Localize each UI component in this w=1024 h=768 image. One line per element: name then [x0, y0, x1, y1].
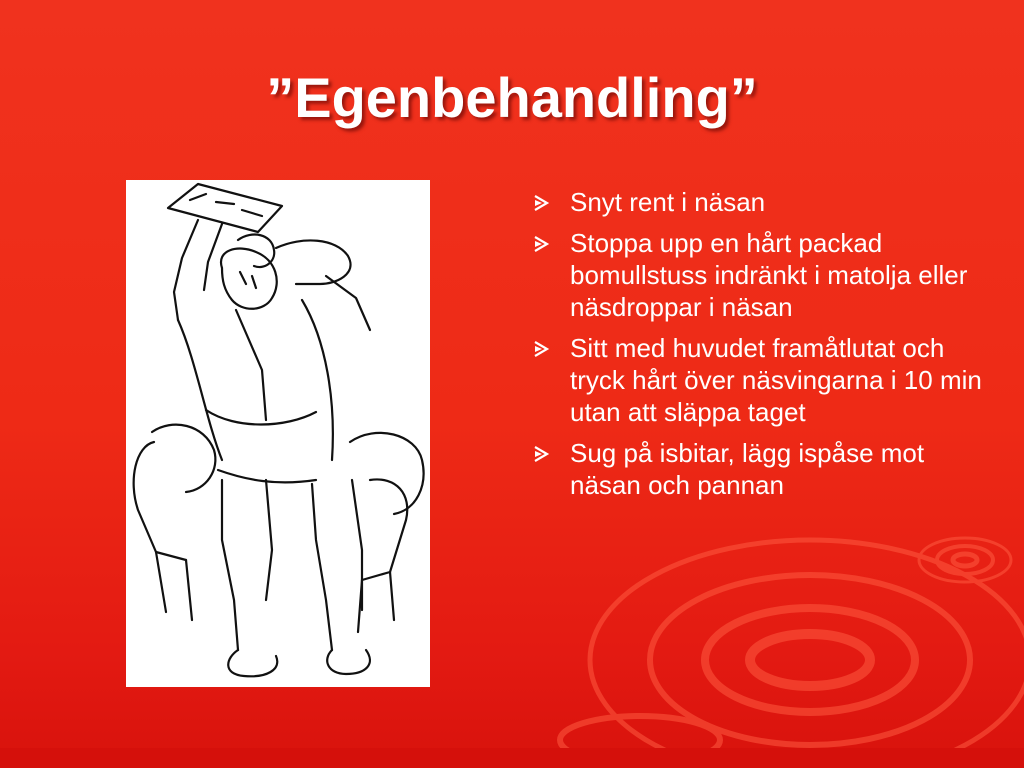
bullet-text: Stoppa upp en hårt packad bomullstuss indränkt i matolja eller näsdroppar i näsan: [570, 228, 968, 322]
bullet-item: [532, 437, 982, 501]
bullet-item: [532, 332, 982, 428]
arrowhead-bullet-icon: [532, 445, 550, 463]
arrowhead-bullet-icon: [532, 194, 550, 212]
bullet-item: [532, 186, 982, 218]
arrowhead-bullet-icon: [532, 235, 550, 253]
bullet-list: [532, 186, 982, 510]
slide-title: ”Egenbehandling”: [266, 66, 758, 129]
bullet-item: [532, 227, 982, 323]
bullet-text: Snyt rent i näsan: [570, 187, 766, 217]
person-in-armchair-icon: [126, 180, 430, 687]
person-in-armchair-illustration: [126, 180, 430, 687]
bottom-bar: [0, 748, 1024, 768]
bullet-text: Sitt med huvudet framåtlutat och tryck hårt över näsvingarna i 10 min utan att släppa taget: [570, 333, 982, 427]
bullet-text: Sug på isbitar, lägg ispåse mot näsan och pannan: [570, 438, 925, 500]
arrowhead-bullet-icon: [532, 340, 550, 358]
